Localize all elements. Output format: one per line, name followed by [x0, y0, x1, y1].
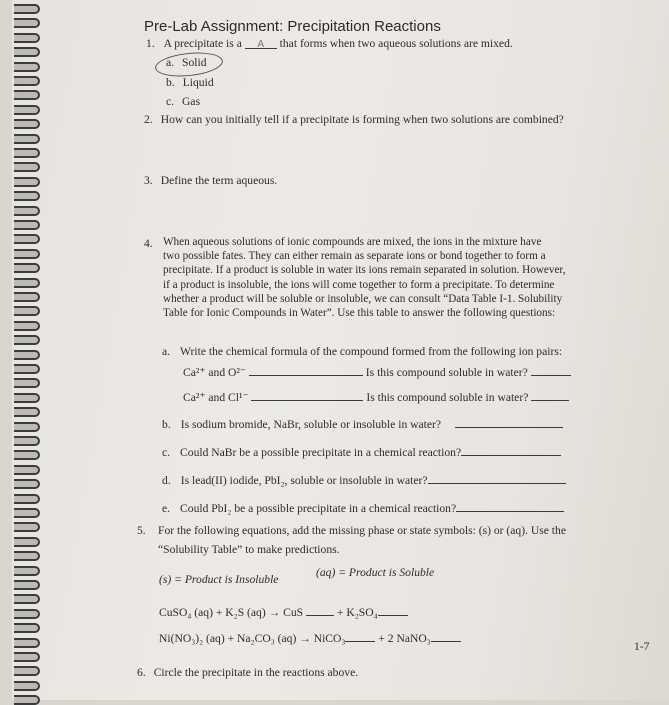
q4-line-2: two possible fates. They can either remain as separate ions or bond together to form a — [163, 250, 546, 263]
page-title: Pre-Lab Assignment: Precipitation Reactions — [144, 18, 441, 35]
spiral-coil — [14, 249, 40, 259]
q4b-letter: b. — [162, 418, 171, 431]
spiral-coil — [14, 494, 40, 504]
question-3 — [144, 174, 277, 187]
option-c-text: Gas — [182, 95, 201, 108]
spiral-coil — [14, 18, 40, 28]
spiral-coil — [14, 148, 40, 158]
question-4c — [162, 444, 561, 459]
question-5-line-1: For the following equations, add the missing phase or state symbols: (s) or (aq). Use the — [158, 524, 566, 537]
option-c-letter: c. — [166, 95, 175, 108]
option-b-text: Liquid — [182, 76, 214, 89]
key-solid: (s) = Product is Insoluble — [159, 573, 279, 586]
spiral-coil — [14, 220, 40, 230]
q4a-pair-1-formula-blank[interactable] — [249, 364, 363, 376]
spiral-coil — [14, 90, 40, 100]
eq2-reactants: Ni(NO₃)₂ (aq) + Na₂CO₃ (aq) → NiCO₃ — [159, 632, 346, 645]
eq1-cus-phase-blank[interactable] — [306, 604, 334, 616]
q4c-letter: c. — [162, 446, 171, 459]
spiral-coil — [14, 335, 40, 345]
question-1-number: 1. — [146, 37, 155, 50]
q4e-text: Could PbI₂ be a possible precipitate in a chemical reaction? — [180, 502, 457, 515]
eq2-nano3: + 2 NaNO₃ — [378, 632, 431, 645]
spiral-coil — [14, 638, 40, 648]
spiral-coil — [14, 479, 40, 489]
question-2-text: How can you initially tell if a precipitate is forming when two solutions are combined? — [160, 113, 564, 126]
question-4-paragraph — [163, 235, 608, 320]
spiral-coil — [14, 695, 40, 705]
option-b — [166, 76, 214, 89]
question-4a — [162, 345, 562, 358]
spiral-coil — [14, 177, 40, 187]
q4a-pair-1-question: Is this compound soluble in water? — [365, 366, 528, 379]
q4b-answer-blank[interactable] — [455, 416, 563, 428]
q4a-letter: a. — [162, 345, 171, 358]
q4a-pair-2-formula-blank[interactable] — [251, 389, 363, 401]
spiral-coil — [14, 191, 40, 201]
spiral-coil — [14, 206, 40, 216]
q4e-answer-blank[interactable] — [456, 500, 564, 512]
spiral-coil — [14, 134, 40, 144]
spiral-coil — [14, 321, 40, 331]
question-1 — [146, 37, 513, 50]
q4d-answer-blank[interactable] — [428, 472, 566, 484]
spiral-coil — [14, 4, 40, 14]
question-6-number: 6. — [137, 666, 146, 679]
spiral-coil — [14, 33, 40, 43]
worksheet-page — [12, 0, 669, 700]
question-4b — [162, 416, 563, 431]
eq1-k2so4-phase-blank[interactable] — [378, 604, 408, 616]
spiral-coil — [14, 263, 40, 273]
spiral-coil — [14, 465, 40, 475]
eq2-nico3-phase-blank[interactable] — [345, 630, 375, 642]
eq1-reactants: CuSO₄ (aq) + K₂S (aq) → CuS — [159, 606, 304, 619]
spiral-coil — [14, 580, 40, 590]
question-1-text-after: that forms when two aqueous solutions are mixed. — [279, 37, 513, 50]
spiral-coil — [14, 681, 40, 691]
q4a-pair-1 — [183, 364, 571, 379]
question-1-answer-blank[interactable] — [245, 37, 277, 49]
spiral-coil — [14, 609, 40, 619]
spiral-coil — [14, 378, 40, 388]
spiral-coil — [14, 450, 40, 460]
q4a-pair-2-question: Is this compound soluble in water? — [366, 391, 529, 404]
spiral-coil — [14, 350, 40, 360]
spiral-coil — [14, 76, 40, 86]
option-c — [166, 95, 200, 108]
question-4e — [162, 500, 564, 515]
q4c-answer-blank[interactable] — [461, 444, 561, 456]
spiral-coil — [14, 436, 40, 446]
question-6 — [137, 666, 358, 679]
question-3-text: Define the term aqueous. — [160, 174, 278, 187]
eq2-nano3-phase-blank[interactable] — [431, 630, 461, 642]
spiral-coil — [14, 551, 40, 561]
q4a-text: Write the chemical formula of the compound formed from the following ion pairs: — [180, 345, 563, 358]
q4b-text: Is sodium bromide, NaBr, soluble or insoluble in water? — [180, 418, 442, 431]
spiral-coil — [14, 623, 40, 633]
spiral-coil — [14, 407, 40, 417]
eq1-k2so4: + K₂SO₄ — [336, 606, 378, 619]
q4-line-6: Table for Ionic Compounds in Water”. Use this table to answer the following questions: — [163, 307, 556, 320]
spiral-coil — [14, 508, 40, 518]
spiral-coil — [14, 364, 40, 374]
spiral-coil — [14, 62, 40, 72]
q4a-pair-2-ions: Ca²⁺ and Cl¹⁻ — [183, 391, 249, 404]
spiral-coil — [14, 306, 40, 316]
equation-1 — [159, 604, 408, 619]
question-1-text-before: A precipitate is a — [163, 37, 242, 50]
option-a-letter: a. — [166, 56, 175, 69]
q4a-pair-2 — [183, 389, 569, 404]
option-b-letter: b. — [166, 76, 175, 89]
q4-line-4: if a product is insoluble, the ions will come together to form a precipitate. To determine — [163, 278, 555, 291]
q4d-text: Is lead(II) iodide, PbI₂, soluble or insoluble in water? — [180, 474, 428, 487]
question-3-number: 3. — [144, 174, 153, 187]
spiral-coil — [14, 652, 40, 662]
spiral-coil — [14, 422, 40, 432]
question-1-handwritten-answer: A — [257, 39, 265, 50]
q4-line-3: precipitate. If a product is soluble in water its ions remain separated in solution. However, — [163, 264, 566, 277]
q4c-text: Could NaBr be a possible precipitate in a chemical reaction? — [180, 446, 462, 459]
spiral-binding — [12, 0, 42, 700]
spiral-coil — [14, 105, 40, 115]
spiral-coil — [14, 162, 40, 172]
equation-2 — [159, 630, 461, 645]
spiral-coil — [14, 522, 40, 532]
spiral-coil — [14, 566, 40, 576]
spiral-coil — [14, 234, 40, 244]
spiral-coil — [14, 393, 40, 403]
question-2-number: 2. — [144, 113, 153, 126]
spiral-coil — [14, 119, 40, 129]
q4a-pair-2-soluble-blank[interactable] — [531, 389, 569, 401]
q4d-letter: d. — [162, 474, 171, 487]
q4a-pair-1-soluble-blank[interactable] — [531, 364, 571, 376]
q4e-letter: e. — [162, 502, 171, 515]
spiral-coil — [14, 47, 40, 57]
question-4d — [162, 472, 566, 487]
question-6-text: Circle the precipitate in the reactions above. — [153, 666, 359, 679]
question-5-line-2: “Solubility Table” to make predictions. — [158, 543, 340, 556]
page-number: 1-7 — [634, 640, 650, 653]
question-2 — [144, 113, 564, 126]
q4-line-1: When aqueous solutions of ionic compounds are mixed, the ions in the mixture have — [163, 236, 542, 248]
spiral-coil — [14, 537, 40, 547]
spiral-coil — [14, 594, 40, 604]
spiral-coil — [14, 666, 40, 676]
key-aqueous: (aq) = Product is Soluble — [316, 566, 435, 579]
question-5-number: 5. — [137, 524, 146, 537]
question-4-number: 4. — [144, 237, 153, 250]
option-a-text: Solid — [182, 56, 207, 69]
option-a — [166, 56, 207, 69]
q4-line-5: whether a product will be soluble or insoluble, we can consult “Data Table I-1. Solubility — [163, 292, 563, 305]
spiral-coil — [14, 292, 40, 302]
q4a-pair-1-ions: Ca²⁺ and O²⁻ — [183, 366, 246, 379]
spiral-coil — [14, 278, 40, 288]
